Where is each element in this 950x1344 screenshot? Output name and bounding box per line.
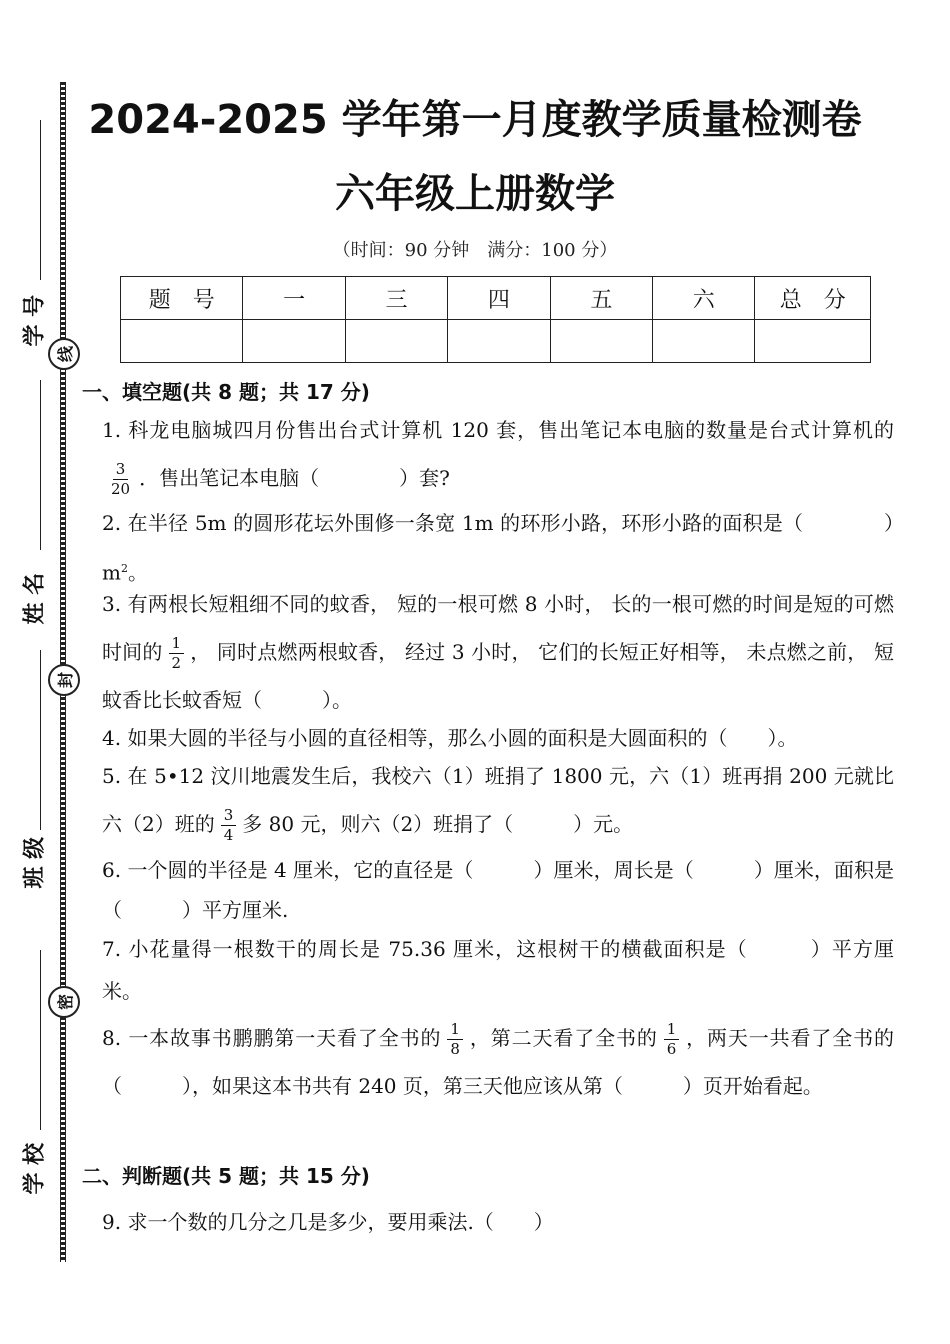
field-label-student-id: 学 号 [22,294,48,347]
score-cell[interactable] [448,320,550,363]
exam-title: 2024-2025 学年第一月度教学质量检测卷 [88,97,862,143]
seal-circle-secret: 密 [48,986,80,1018]
fraction: $\frac{3}{4}$ [221,807,237,844]
question-text: 6. 一个圆的半径是 4 厘米，它的直径是（ ）厘米，周长是（ ）厘米，面积是（ ）平方厘米. [102,858,894,922]
section-heading-true-false: 二、判断题(共 5 题；共 15 分) [82,1164,370,1188]
score-table-header-row [121,277,871,320]
question-9 [102,1198,894,1246]
score-cell[interactable] [121,320,243,363]
field-line-id [40,120,41,280]
score-header-cell: 三 [345,277,447,320]
score-table [120,276,871,363]
field-line-school [40,950,41,1130]
score-header-cell: 题 号 [121,277,243,320]
section-heading-fill-blank: 一、填空题(共 8 题；共 17 分) [82,380,370,404]
score-cell[interactable] [345,320,447,363]
field-line-name [40,380,41,550]
question-8 [102,1014,894,1110]
question-text: 7. 小花量得一根数干的周长是 75.36 厘米，这根树干的横截面积是（ ）平方厘米。 [102,937,894,1003]
question-6 [102,850,894,930]
score-cell[interactable] [243,320,345,363]
question-text: 5. 在 5•12 汶川地震发生后，我校六（1）班捐了 1800 元，六（1）班再捐 200 元就比六（2）班的 [102,764,894,836]
binding-margin [0,0,80,1344]
score-header-cell: 六 [653,277,755,320]
exam-info: （时间：90 分钟 满分：100 分） [332,240,618,261]
seal-circle-seal: 封 [48,664,80,696]
question-text: 多 80 元，则六（2）班捐了（ ）元。 [242,812,634,836]
score-table-value-row [121,320,871,363]
score-cell[interactable] [653,320,755,363]
fraction: $\frac{1}{8}$ [447,1021,463,1058]
question-text: 4. 如果大圆的半径与小圆的直径相等，那么小圆的面积是大圆面积的（ ）。 [102,726,798,750]
question-text: 3. 有两根长短粗细不同的蚊香， 短的一根可燃 8 小时， 长的一根可燃的时间是短的可燃时间的 [102,592,894,664]
score-cell[interactable] [755,320,871,363]
score-header-cell: 总 分 [755,277,871,320]
score-header-cell: 五 [550,277,652,320]
question-text: 1. 科龙电脑城四月份售出台式计算机 120 套，售出笔记本电脑的数量是台式计算机的 [102,418,894,442]
question-text: 。 [127,560,148,585]
score-cell[interactable] [550,320,652,363]
question-text: ，两天一共看了全书的（ ），如果这本书共有 240 页，第三天他应该从第（ ）页开始看起。 [102,1026,895,1098]
question-text: ， 同时点燃两根蚊香， 经过 3 小时， 它们的长短正好相等， 未点燃之前， 短蚊香比长蚊香短（ ）。 [102,640,894,712]
question-text: 9. 求一个数的几分之几是多少，要用乘法.（ ） [102,1210,554,1234]
score-header-cell: 四 [448,277,550,320]
question-text: 8. 一本故事书鹏鹏第一天看了全书的 [102,1026,442,1050]
question-3 [102,580,894,724]
score-header-cell: 一 [243,277,345,320]
fraction: $\frac{3}{20}$ [111,460,131,498]
field-label-school: 学 校 [22,1142,48,1195]
field-line-class [40,650,41,830]
exam-subtitle: 六年级上册数学 [335,171,615,217]
superscript: 2 [120,562,128,575]
question-text: 2. 在半径 5m 的圆形花坛外围修一条宽 1m 的环形小路，环形小路的面积是（ ）m [102,511,894,585]
fraction: $\frac{1}{6}$ [664,1021,680,1058]
field-label-class: 班 级 [22,836,48,889]
field-label-name: 姓 名 [22,572,48,625]
question-text: ．售出笔记本电脑（ ）套? [139,466,450,490]
question-7 [102,928,894,1012]
question-text: ，第二天看了全书的 [468,1026,658,1050]
question-1 [102,406,894,502]
fraction: $\frac{1}{2}$ [169,635,185,672]
seal-circle-line: 线 [48,338,80,370]
question-5 [102,752,894,848]
